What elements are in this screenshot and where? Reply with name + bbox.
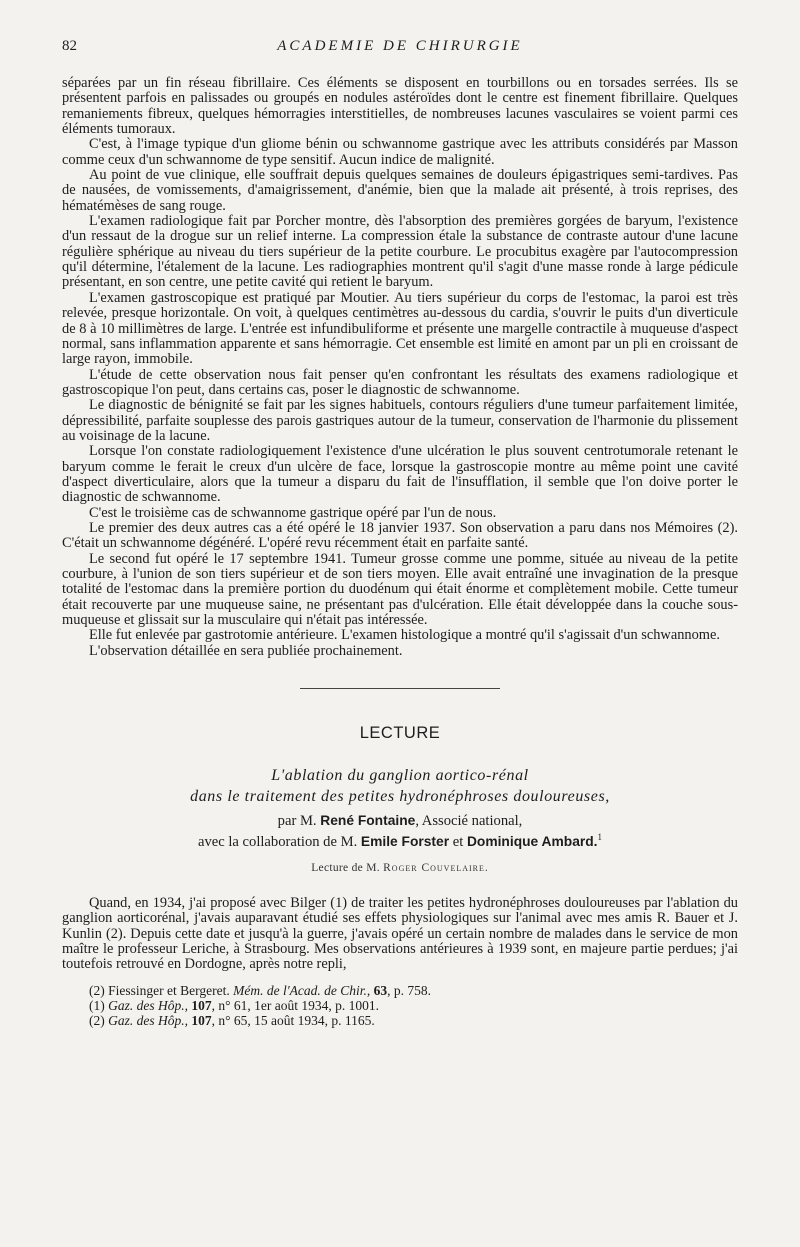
paragraph: C'est, à l'image typique d'un gliome bénin ou schwannome gastrique avec les attributs considérés par Masson comme ceux d'un schwannome de type sensitif. Aucun indice de malignité.: [62, 136, 738, 168]
paragraph: Le second fut opéré le 17 septembre 1941. Tumeur grosse comme une pomme, située au niveau de la petite courbure, à l'union de son tiers supérieur et de son tiers moyen. Elle avait entraîné une invagination de la presque totalité de l'estomac dans la première portion du duodénum qui était énorme et complètement mobile. Cette tumeur était recouverte par une muqueuse saine, ne présentant pas d'ulcération. Elle était développée dans la couche sous-muqueuse et glissait sur la musculaire qui n'était pas intéressée.: [62, 550, 738, 629]
paragraph: C'est le troisième cas de schwannome gastrique opéré par l'un de nous.: [89, 504, 497, 521]
paragraph: Le premier des deux autres cas a été opéré le 18 janvier 1937. Son observation a paru dans nos Mémoires (2). C'était un schwannome dégénéré. L'opéré revu récemment était en parfaite santé.: [62, 519, 738, 552]
byline-prefix: par M.: [277, 813, 317, 830]
paragraph: Quand, en 1934, j'ai proposé avec Bilger (1) de traiter les petites hydronéphroses douloureuses par l'ablation du ganglion aorticorénal, j'avais auparavant étudié ses effets physiologiques sur l'animal avec mes amis R. Bauer et J. Kunlin (2). Depuis cette date et jusqu'à la guerre, j'avais opéré un certain nombre de malades dans le service de mon maître le professeur Leriche, à Strasbourg. Mes observations antérieures à 1939 sont, en majeure partie perdues; j'ai toutefois retrouvé en Dordogne, après notre repli,: [62, 894, 738, 973]
collaboration-prefix: avec la collaboration de M.: [197, 833, 358, 850]
reader-line: [62, 862, 738, 874]
section-heading: LECTURE: [359, 724, 441, 743]
footnote: (2) Gaz. des Hôp., 107, n° 65, 15 août 1934, p. 1165.: [89, 1013, 375, 1029]
journal-title: ACADEMIE DE CHIRURGIE: [277, 38, 523, 54]
article-title-line: L'ablation du ganglion aortico-rénal: [271, 767, 529, 785]
paragraph: L'étude de cette observation nous fait penser qu'en confrontant les résultats des examens radiologique et gastroscopique l'on peut, dans certains cas, poser le diagnostic de schwannome.: [62, 366, 738, 398]
page-number: 82: [62, 38, 77, 54]
paragraph: séparées par un fin réseau fibrillaire. Ces éléments se disposent en tourbillons ou en torsades serrées. Ils se présentent parfois en palissades ou groupés en nodules astéroïdes dont le centre est finement fibrillaire. Quelques remaniements fibreux, quelques hémorragies interstitielles, de nombreuses lacunes vasculaires se voient parmi ces éléments tumoraux.: [62, 75, 738, 138]
page: [62, 38, 738, 1028]
paragraph: L'observation détaillée en sera publiée prochainement.: [89, 642, 403, 659]
author-name: René Fontaine: [320, 813, 416, 829]
author-role: , Associé national,: [415, 813, 523, 830]
footnote: (2) Fiessinger et Bergeret. Mém. de l'Acad. de Chir., 63, p. 758.: [89, 982, 431, 998]
article-title: [62, 765, 738, 807]
paragraph: Le diagnostic de bénignité se fait par les signes habituels, contours réguliers d'une tumeur parfaitement limitée, dépressibilité, parfaite souplesse des parois gastriques autour de la tumeur, conservation de l'harmonie du plissement au voisinage de la lacune.: [62, 397, 738, 444]
running-head: [62, 38, 738, 62]
paragraph: L'examen gastroscopique est pratiqué par Moutier. Au tiers supérieur du corps de l'estomac, la paroi est très relevée, presque horizontale. On voit, à quelques centimètres au-dessous du cardia, s'ouvrir le puits d'un diverticule de 8 à 10 millimètres de large. L'entrée est infundibuliforme et présente une margelle contractile à muqueuse d'aspect normal, sans inflammation apparente et sans hémorragie. Cet ensemble est limité en amont par un pli en croissant de large rayon, immobile.: [62, 289, 738, 368]
conjunction: et: [452, 833, 464, 850]
section-divider: [300, 688, 500, 689]
article-title-line: dans le traitement des petites hydronéphroses douloureuses,: [190, 788, 610, 806]
paragraph: L'examen radiologique fait par Porcher montre, dès l'absorption des premières gorgées de baryum, l'existence d'un ressaut de la drogue sur un relief interne. La compression étale la substance de contraste autour d'une lacune régulière sphérique au niveau du tiers supérieur de la petite courbure. Le procubitus exagère par l'autocompression qu'il détermine, l'étalement de la lacune. Les radiographies montrent qu'il s'agit d'une masse ronde à large pédicule présentant, en son centre, une petite cavité qui retient le baryum.: [62, 213, 738, 291]
footnote: (1) Gaz. des Hôp., 107, n° 61, 1er août 1934, p. 1001.: [89, 997, 380, 1013]
paragraph: Lorsque l'on constate radiologiquement l'existence d'une ulcération le plus souvent centrotumorale retenant le baryum comme le ferait le creux d'un ulcère de face, lorsque la gastroscopie montre au même point une cavité d'aspect diverticulaire, alors que la tumeur a disparu du fait de l'insufflation, il semble que l'on doive porter le diagnostic de schwannome.: [62, 443, 738, 506]
reader-prefix: Lecture de M.: [311, 861, 380, 874]
paragraph: Au point de vue clinique, elle souffrait depuis quelques semaines de douleurs épigastriques semi-tardives. Pas de nausées, de vomissements, d'amaigrissement, d'anémie, bien que la malade ait présenté, à trois reprises, des hématémèses de sang rouge.: [62, 167, 738, 214]
collaborator-name: Dominique Ambard.: [466, 833, 598, 849]
footnote-marker: 1: [597, 832, 603, 843]
paragraph: Elle fut enlevée par gastrotomie antérieure. L'examen histologique a montré qu'il s'agissait d'un schwannome.: [89, 627, 720, 644]
article-text: [62, 896, 738, 973]
collaborator-name: Emile Forster: [360, 833, 450, 849]
reader-name: Roger Couvelaire.: [383, 861, 489, 874]
footnotes: [62, 983, 738, 1029]
byline: [62, 813, 738, 850]
body-text: [62, 76, 738, 659]
